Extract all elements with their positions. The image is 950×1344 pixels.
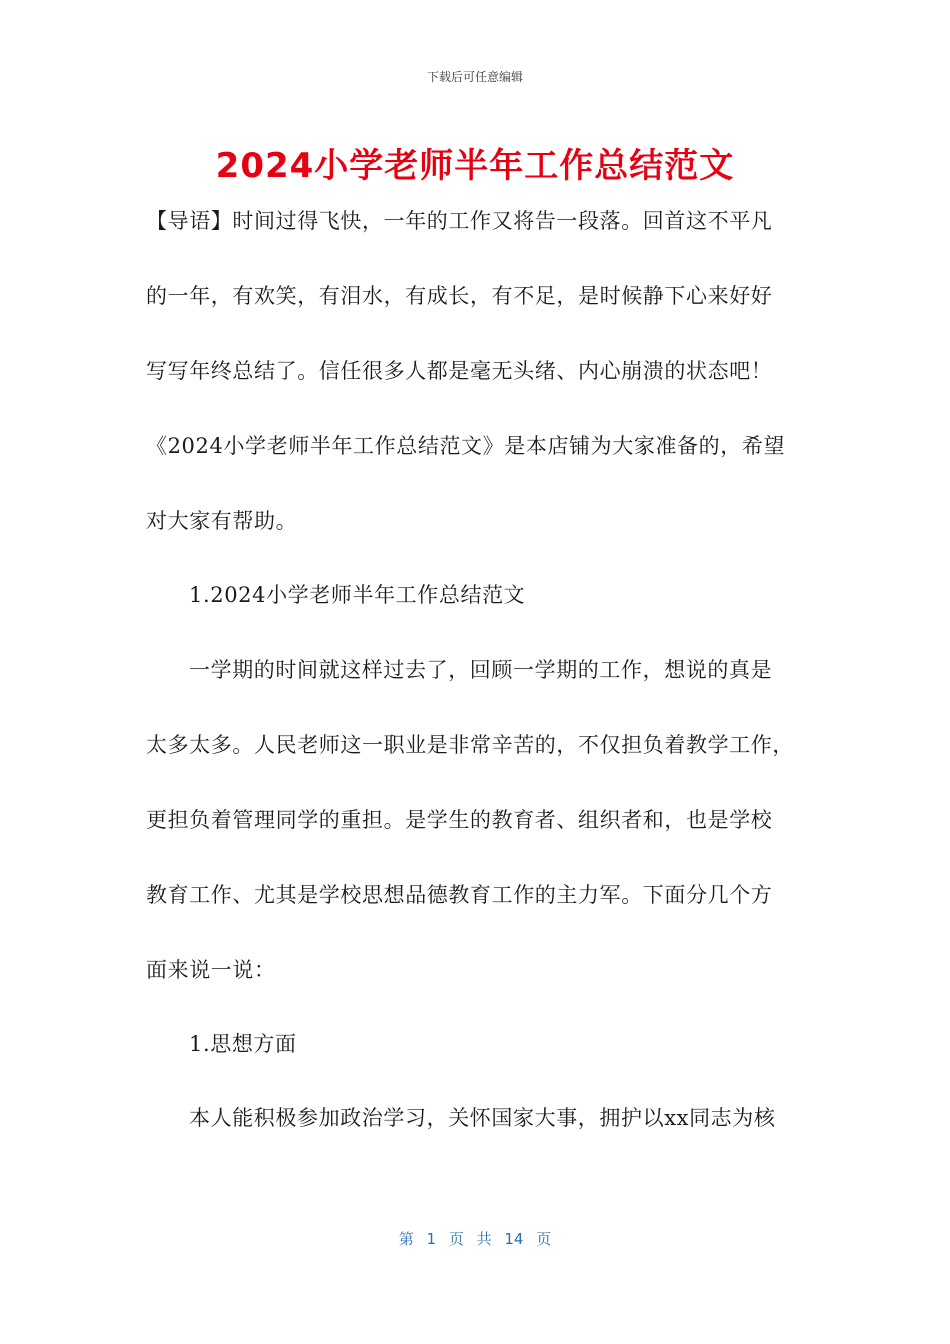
paragraph-line-6: 一学期的时间就这样过去了，回顾一学期的工作，想说的真是 bbox=[189, 658, 773, 682]
paragraph-line-8: 更担负着管理同学的重担。是学生的教育者、组织者和，也是学校 bbox=[146, 808, 773, 832]
header-note: 下载后可任意编辑 bbox=[426, 70, 523, 84]
paragraph-line-10: 面来说一说： bbox=[146, 958, 276, 982]
section-heading-2: 1.思想方面 bbox=[189, 1032, 297, 1056]
paragraph-line-2: 的一年，有欢笑，有泪水，有成长，有不足，是时候静下心来好好 bbox=[146, 284, 773, 308]
paragraph-line-1: 【导语】时间过得飞快，一年的工作又将告一段落。回首这不平凡 bbox=[146, 209, 773, 233]
section-heading-1: 1.2024小学老师半年工作总结范文 bbox=[189, 583, 526, 607]
paragraph-line-7: 太多太多。人民老师这一职业是非常辛苦的，不仅担负着教学工作， bbox=[146, 733, 794, 757]
document-title: 2024小学老师半年工作总结范文 bbox=[215, 146, 735, 186]
paragraph-line-9: 教育工作、尤其是学校思想品德教育工作的主力军。下面分几个方 bbox=[146, 883, 773, 907]
paragraph-line-4: 《2024小学老师半年工作总结范文》是本店铺为大家准备的，希望 bbox=[146, 434, 786, 458]
paragraph-line-5: 对大家有帮助。 bbox=[146, 509, 298, 533]
paragraph-line-11: 本人能积极参加政治学习，关怀国家大事，拥护以xx同志为核 bbox=[189, 1106, 776, 1130]
page-footer: 第 1 页 共 14 页 bbox=[398, 1230, 552, 1248]
paragraph-line-3: 写写年终总结了。信任很多人都是毫无头绪、内心崩溃的状态吧！ bbox=[146, 359, 773, 383]
